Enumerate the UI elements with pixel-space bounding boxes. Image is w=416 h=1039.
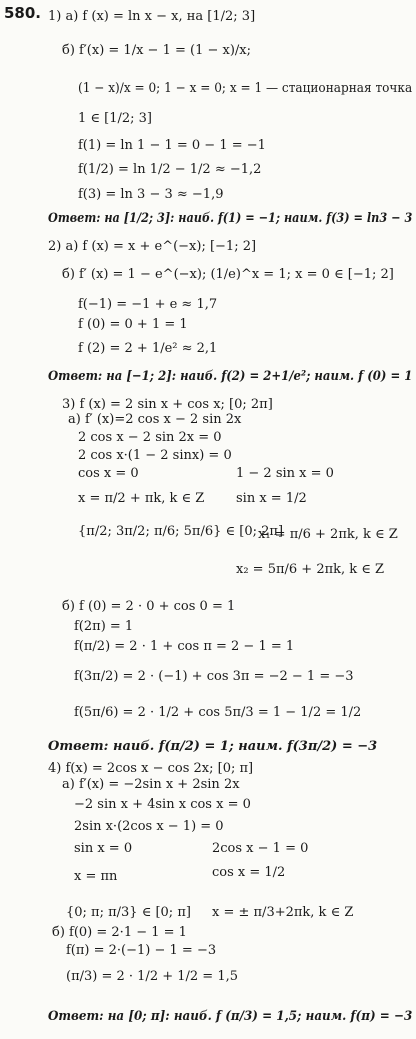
solution-line: {0; π; π/3} ∈ [0; π] [66,905,191,920]
solution-line: 2 cos x − 2 sin 2x = 0 [78,430,222,445]
solution-line: x = πn [74,869,118,884]
solution-line: (π/3) = 2 · 1/2 + 1/2 = 1,5 [66,969,238,984]
solution-line: 1 ∈ [1/2; 3] [78,111,153,126]
solution-line: −2 sin x + 4sin x cos x = 0 [74,797,251,812]
solution-line: x₂ = 5π/6 + 2πk, k ∈ Z [236,562,385,577]
solution-line: f(π/2) = 2 · 1 + cos π = 2 − 1 = 1 [74,639,295,654]
solution-line: 2) а) f (x) = x + e^(−x); [−1; 2] [48,239,257,254]
solution-line: 3) f (x) = 2 sin x + cos x; [0; 2π] [62,397,273,412]
solution-line: x = π/2 + πk, k ∈ Z [78,491,205,506]
solution-line: б) f(0) = 2·1 − 1 = 1 [52,925,187,940]
solution-line: f(π) = 2·(−1) − 1 = −3 [66,943,217,958]
solution-line: sin x = 0 [74,841,133,856]
solution-line: f(−1) = −1 + e ≈ 1,7 [78,297,218,312]
solution-line: 2cos x − 1 = 0 [212,841,309,856]
solution-line: cos x = 0 [78,466,139,481]
solution-line: а) f′ (x)=2 cos x − 2 sin 2x [68,412,242,427]
solution-line: 2sin x·(2cos x − 1) = 0 [74,819,224,834]
solution-line: f(1/2) = ln 1/2 − 1/2 ≈ −1,2 [78,162,262,177]
problem-number: 580. [4,4,42,22]
solution-line: (1 − x)/x = 0; 1 − x = 0; x = 1 — стационарная точка [78,81,413,96]
solution-line: x₁ = π/6 + 2πk, k ∈ Z [258,527,398,542]
solution-line: {π/2; 3π/2; π/6; 5π/6} ∈ [0; 2π] [78,524,284,539]
solution-line: f(3) = ln 3 − 3 ≈ −1,9 [78,187,224,202]
solution-line: 1 − 2 sin x = 0 [236,466,334,481]
solution-line: f (2) = 2 + 1/e² ≈ 2,1 [78,341,218,356]
solution-line: cos x = 1/2 [212,865,286,880]
solution-line: а) f′(x) = −2sin x + 2sin 2x [62,777,240,792]
answer-line: Ответ: на [0; π]: наиб. f (π/3) = 1,5; наим. f(π) = −3 [48,1009,413,1024]
solution-line: f(3π/2) = 2 · (−1) + cos 3π = −2 − 1 = −3 [74,669,354,684]
solution-line: sin x = 1/2 [236,491,307,506]
solution-line: f(2π) = 1 [74,619,134,634]
solution-line: f (0) = 0 + 1 = 1 [78,317,188,332]
solution-line: f(1) = ln 1 − 1 = 0 − 1 = −1 [78,138,266,153]
answer-line: Ответ: наиб. f(π/2) = 1; наим. f(3π/2) = −3 [48,739,378,754]
solution-line: б) f′ (x) = 1 − e^(−x); (1/e)^x = 1; x = 0 ∈ [−1; 2] [62,267,394,282]
solution-line: б) f (0) = 2 · 0 + cos 0 = 1 [62,599,236,614]
solution-line: б) f′(x) = 1/x − 1 = (1 − x)/x; [62,43,251,58]
answer-line: Ответ: на [1/2; 3]: наиб. f(1) = −1; наим. f(3) = ln3 − 3 [48,211,413,226]
solution-line: f(5π/6) = 2 · 1/2 + cos 5π/3 = 1 − 1/2 = 1/2 [74,705,362,720]
solution-line: x = ± π/3+2πk, k ∈ Z [212,905,354,920]
solution-line: 4) f(x) = 2cos x − cos 2x; [0; π] [48,761,254,776]
solution-line: 1) а) f (x) = ln x − x, на [1/2; 3] [48,9,256,24]
solution-line: 2 cos x·(1 − 2 sinx) = 0 [78,448,232,463]
answer-line: Ответ: на [−1; 2]: наиб. f(2) = 2+1/e²; наим. f (0) = 1 [48,369,413,384]
